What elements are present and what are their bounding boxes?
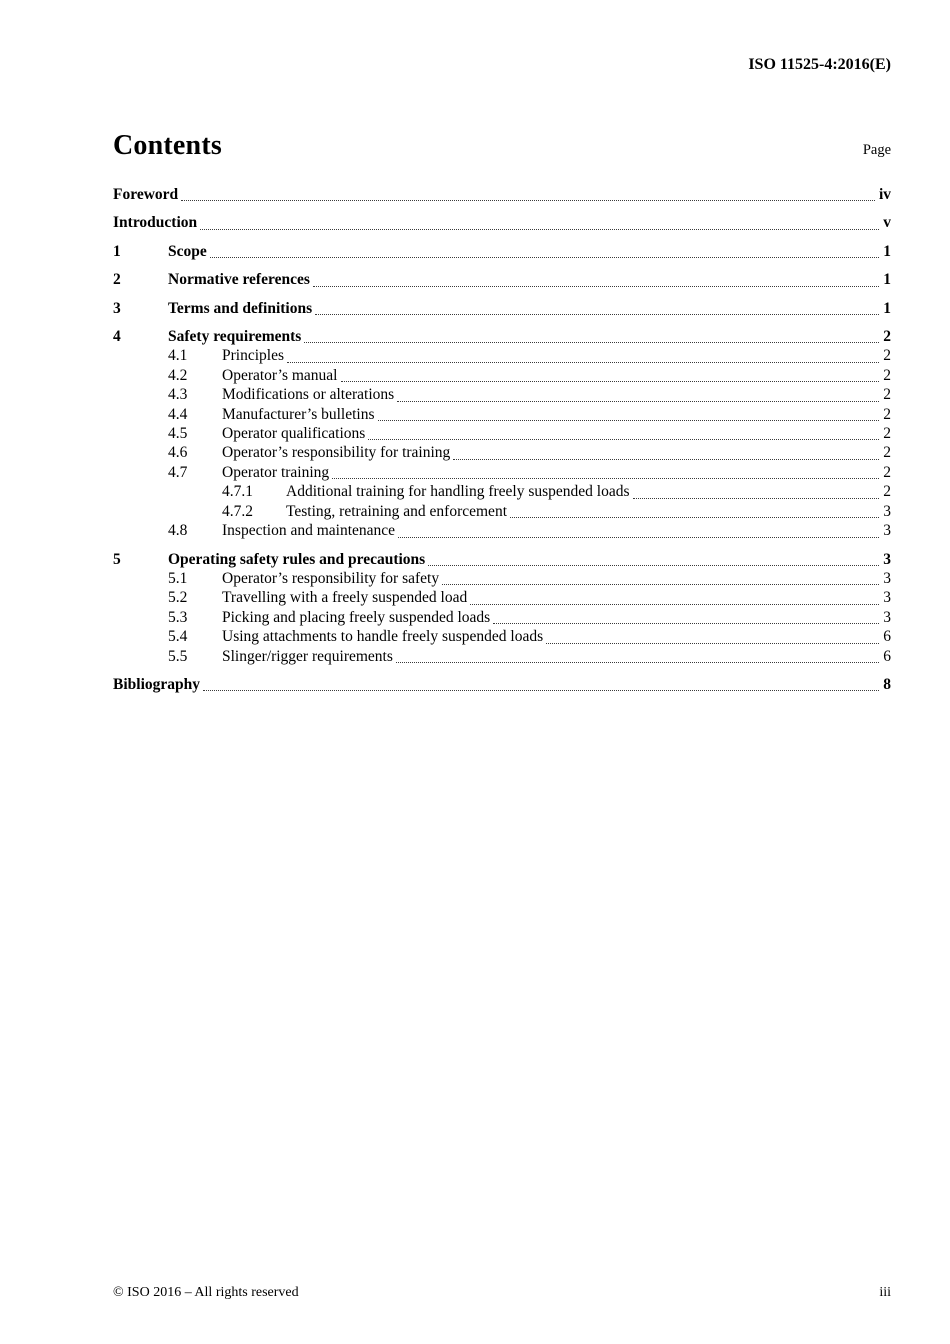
toc-entry-page: 8: [883, 675, 891, 693]
toc-entry-page: 3: [883, 502, 891, 520]
toc-entry-label: Operator training: [222, 463, 330, 481]
toc-entry-label: Operator’s responsibility for training: [222, 444, 451, 462]
toc-entry-page: 2: [883, 347, 891, 365]
toc-entry-label: Manufacturer’s bulletins: [222, 405, 375, 423]
toc-row: [113, 482, 891, 501]
toc-dotted-leader: [397, 385, 879, 401]
footer-page-number: iii: [879, 1285, 891, 1300]
toc-row: [113, 502, 891, 521]
toc-entry-number: 1: [113, 242, 121, 260]
toc-row: [113, 346, 891, 365]
page-title: Contents: [113, 130, 222, 161]
toc-entry-page: 2: [883, 483, 891, 501]
footer: [113, 1285, 891, 1301]
toc-dotted-leader: [442, 569, 879, 585]
toc-entry-label: Operator’s manual: [222, 366, 338, 384]
toc-entry-number: 5.2: [168, 589, 188, 607]
toc-row: [113, 550, 891, 569]
toc-dotted-leader: [181, 185, 875, 201]
toc-dotted-leader: [287, 346, 879, 362]
page-column-label: Page: [862, 142, 891, 158]
toc-entry-page: 6: [883, 628, 891, 646]
toc-row: [113, 424, 891, 443]
toc-dotted-leader: [203, 675, 879, 691]
toc-entry-page: 1: [883, 271, 891, 289]
toc-entry-page: 3: [883, 608, 891, 626]
toc-entry-label: Safety requirements: [168, 328, 302, 346]
toc-entry-label: Slinger/rigger requirements: [222, 647, 393, 665]
toc-entry-page: v: [883, 214, 891, 232]
toc-entry-number: 4.7.2: [222, 502, 253, 520]
toc-row: [113, 242, 891, 261]
toc-entry-label: Principles: [222, 347, 284, 365]
toc-entry-page: 3: [883, 550, 891, 568]
toc-entry-page: 2: [883, 328, 891, 346]
toc-entry-label: Normative references: [168, 271, 310, 289]
toc-dotted-leader: [313, 270, 879, 286]
toc-entry-number: 4: [113, 328, 121, 346]
toc-row: [113, 627, 891, 646]
toc-entry-number: 3: [113, 299, 121, 317]
toc-dotted-leader: [470, 588, 879, 604]
toc-row: [113, 675, 891, 694]
toc-entry-label: Additional training for handling freely suspended loads: [286, 483, 630, 501]
toc-row: [113, 327, 891, 346]
toc: [113, 185, 891, 694]
toc-entry-page: 2: [883, 405, 891, 423]
toc-entry-label: Scope: [168, 242, 207, 260]
toc-entry-number: 4.5: [168, 425, 188, 443]
toc-entry-label: Foreword: [113, 186, 179, 203]
document-reference: ISO 11525-4:2016(E): [748, 56, 891, 73]
toc-entry-page: 1: [883, 299, 891, 317]
toc-entry-label: Picking and placing freely suspended loads: [222, 608, 491, 626]
toc-dotted-leader: [200, 213, 879, 229]
toc-entry-page: 3: [883, 522, 891, 540]
toc-dotted-leader: [368, 424, 879, 440]
toc-row: [113, 443, 891, 462]
toc-entry-number: 4.3: [168, 386, 188, 404]
toc-entry-number: 5.4: [168, 628, 188, 646]
toc-entry-number: 4.4: [168, 405, 188, 423]
toc-entry-number: 4.2: [168, 366, 188, 384]
toc-row: [113, 608, 891, 627]
toc-row: [113, 385, 891, 404]
toc-row: [113, 463, 891, 482]
toc-entry-page: 2: [883, 366, 891, 384]
toc-entry-label: Bibliography: [113, 675, 200, 693]
toc-entry-page: 1: [883, 242, 891, 260]
toc-dotted-leader: [546, 627, 879, 643]
toc-entry-number: 5: [113, 550, 121, 568]
toc-entry-number: 5.1: [168, 569, 188, 587]
toc-dotted-leader: [315, 299, 879, 315]
toc-dotted-leader: [398, 521, 879, 537]
toc-entry-page: 2: [883, 386, 891, 404]
toc-row: [113, 270, 891, 289]
toc-entry-label: Terms and definitions: [168, 299, 313, 317]
toc-row: [113, 588, 891, 607]
toc-row: [113, 185, 891, 204]
toc-dotted-leader: [378, 405, 880, 421]
toc-entry-number: 4.7: [168, 463, 188, 481]
toc-row: [113, 405, 891, 424]
toc-entry-number: 5.3: [168, 608, 188, 626]
toc-dotted-leader: [428, 550, 879, 566]
toc-dotted-leader: [304, 327, 879, 343]
toc-entry-number: 4.8: [168, 522, 188, 540]
toc-entry-page: 3: [883, 589, 891, 607]
toc-row: [113, 366, 891, 385]
toc-entry-number: 4.7.1: [222, 483, 253, 501]
toc-dotted-leader: [332, 463, 879, 479]
toc-entry-label: Modifications or alterations: [222, 386, 395, 404]
toc-row: [113, 647, 891, 666]
toc-row: [113, 213, 891, 232]
toc-row: [113, 299, 891, 318]
toc-dotted-leader: [493, 608, 879, 624]
toc-entry-label: Inspection and maintenance: [222, 522, 396, 540]
toc-entry-label: Using attachments to handle freely suspended loads: [222, 628, 544, 646]
toc-entry-label: Operator’s responsibility for safety: [222, 569, 440, 587]
toc-entry-page: 3: [883, 569, 891, 587]
toc-row: [113, 569, 891, 588]
toc-row: [113, 521, 891, 540]
toc-entry-label: Operator qualifications: [222, 425, 366, 443]
toc-dotted-leader: [453, 443, 879, 459]
toc-entry-number: 4.1: [168, 347, 188, 365]
toc-dotted-leader: [633, 482, 880, 498]
toc-dotted-leader: [341, 366, 880, 382]
toc-entry-page: iv: [878, 186, 891, 203]
toc-entry-page: 2: [883, 444, 891, 462]
footer-copyright: © ISO 2016 – All rights reserved: [113, 1285, 299, 1300]
toc-entry-number: 2: [113, 271, 121, 289]
toc-entry-number: 4.6: [168, 444, 188, 462]
toc-dotted-leader: [396, 647, 879, 663]
toc-entry-page: 2: [883, 463, 891, 481]
toc-entry-label: Travelling with a freely suspended load: [222, 589, 468, 607]
toc-dotted-leader: [510, 502, 879, 518]
contents-header: [113, 130, 891, 162]
toc-entry-page: 2: [883, 425, 891, 443]
toc-entry-number: 5.5: [168, 647, 188, 665]
toc-entry-label: Operating safety rules and precautions: [168, 550, 426, 568]
toc-entry-label: Testing, retraining and enforcement: [286, 502, 507, 520]
toc-entry-page: 6: [883, 647, 891, 665]
toc-dotted-leader: [210, 242, 880, 258]
toc-entry-label: Introduction: [113, 214, 198, 232]
